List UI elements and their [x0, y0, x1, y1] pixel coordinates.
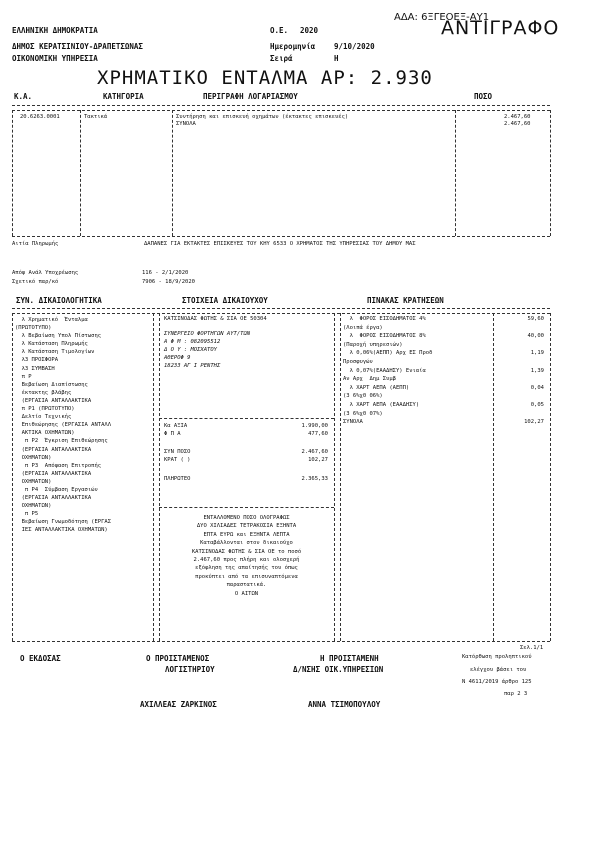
- amount-label: Φ Π Α: [164, 431, 181, 437]
- date-label: Ημερομηνία: [270, 42, 316, 51]
- lower-top-border-2: [12, 313, 550, 314]
- lower-vline: [153, 313, 154, 641]
- table-vline: [172, 110, 173, 236]
- payee-city: 18233 ΑΓ Ι ΡΕΝΤΗΣ: [164, 363, 221, 369]
- signatory-2: ΑΝΝΑ ΤΣΙΜΟΠΟΥΛΟΥ: [308, 700, 381, 709]
- documents-list: [15, 316, 111, 535]
- ada-code: ΑΔΑ: 6ΞΓΕΟΕΞ-ΑΥ1: [394, 12, 490, 23]
- amount-label: Κα ΑΞΙΑ: [164, 423, 188, 429]
- document-item: π Ρ3 Απόφαση Επιτροπής: [15, 462, 102, 469]
- lower-top-border: [12, 308, 550, 309]
- document-item: ΙΕΣ ΑΝΤΑΛΛΑΚΤΙΚΑ ΟΧΗΜΑΤΩΝ): [15, 527, 108, 534]
- table-vline: [550, 110, 551, 236]
- retention-label: ΣΥΝΟΛΑ: [343, 419, 363, 426]
- words-line: εξόφληση της απαίτησής του όπως: [195, 565, 298, 572]
- amount-value: 2.365,33: [301, 476, 328, 482]
- ref-related-value: 7906 - 18/9/2020: [142, 279, 195, 285]
- document-item: (ΕΡΓΑΣΙΑ ΑΝΤΑΛΛΑΚΤΙΚΑ: [15, 495, 92, 502]
- document-item: ΑΚΤΙΚΑ ΟΧΗΜΑΤΩΝ): [15, 430, 75, 437]
- retention-label: Αν Αρχ Δημ Συμβ: [343, 376, 396, 383]
- retention-label: λ 0,07%(ΕΑΑΔΗΣΥ) Ενιαία: [343, 367, 426, 374]
- payee-afm: Α Φ Μ : 082095512: [164, 339, 221, 345]
- audit-note-4: παρ 2 3: [504, 691, 528, 697]
- retention-label: (Παροχή υπηρεσιών): [343, 341, 403, 348]
- amount-in-words: [159, 514, 334, 598]
- retention-value: 0,04: [530, 384, 544, 391]
- ref-related-label: Σχετικό παρ/κό: [12, 279, 59, 285]
- document-item: λ Βεβαίωση Υπολ Πίστωσης: [15, 333, 102, 340]
- table-vline: [455, 110, 456, 236]
- table-top-border: [12, 105, 550, 106]
- accounting-head-label-2: ΛΟΓΙΣΤΗΡΙΟΥ: [165, 665, 215, 674]
- document-item: ΟΧΗΜΑΤΩΝ): [15, 454, 52, 461]
- item-category: Τακτικά: [84, 114, 108, 120]
- document-item: έκτακτης βλάβης: [15, 389, 72, 396]
- audit-note-1: Κατόρθωση προληπτικού: [462, 654, 532, 660]
- amounts-divider: [159, 507, 334, 508]
- accounting-head-label: Ο ΠΡΟΙΣΤΑΜΕΝΟΣ: [146, 654, 210, 663]
- page-number: Σελ.1/1: [520, 645, 544, 651]
- payee-name: ΚΑΤΣΙΝΟΔΑΣ ΦΩΤΗΣ & ΣΙΑ ΟΕ 50304: [164, 316, 267, 322]
- ref-commitment-label: Απόφ Ανάλ Υποχρέωσης: [12, 270, 79, 276]
- retention-value: 0,05: [530, 402, 544, 408]
- table-vline: [80, 110, 81, 236]
- words-line: Καταβάλλονται στον δικαιούχο: [200, 540, 293, 547]
- audit-note-2: ελέγχου βάσει του: [470, 667, 527, 673]
- cause-label: Αιτία Πληρωμής: [12, 241, 59, 247]
- date-value: 9/10/2020: [334, 42, 375, 51]
- document-item: π Ρ: [15, 373, 32, 380]
- page-title: ΧΡΗΜΑΤΙΚΟ ΕΝΤΑΛΜΑ ΑΡ: 2.930: [97, 67, 433, 89]
- finance-head-label: Η ΠΡΟΙΣΤΑΜΕΝΗ: [320, 654, 379, 663]
- retention-label: Προσφυγών: [343, 359, 373, 365]
- retention-label: λ ΦΟΡΟΣ ΕΙΣΟΔΗΜΑΤΟΣ 8%: [343, 333, 426, 340]
- retention-value: 1,39: [530, 367, 544, 374]
- series-value: Η: [334, 54, 339, 63]
- amount-value: 1.990,00: [301, 423, 328, 429]
- item-total: 2.467,60: [504, 121, 531, 127]
- table-bottom-border: [12, 236, 550, 237]
- document-item: λ Κατάσταση Τιμολογίων: [15, 349, 95, 356]
- words-line: ΕΠΤΑ ΕΥΡΩ και ΕΞΗΝΤΑ ΛΕΠΤΑ: [203, 531, 290, 538]
- words-line: ΔΥΟ ΧΙΛΙΑΔΕΣ ΤΕΤΡΑΚΟΣΙΑ ΕΞΗΝΤΑ: [196, 523, 297, 530]
- ref-commitment-value: 116 - 2/1/2020: [142, 270, 189, 276]
- retention-value: 1,19: [530, 350, 544, 357]
- item-amount: 2.467,60: [504, 114, 531, 120]
- document-item: (ΕΡΓΑΣΙΑ ΑΝΤΑΛΛΑΚΤΙΚΑ: [15, 446, 92, 453]
- retention-label: λ ΧΑΡΤ ΑΕΠΑ (ΕΑΑΔΗΣΥ): [343, 402, 420, 408]
- words-line: ΕΝΤΑΛΛΟΜΕΝΟ ΠΟΣΟ ΟΛΟΓΡΑΦΩΣ: [203, 515, 290, 521]
- amount-label: ΠΛΗΡΩΤΕΟ: [164, 476, 191, 482]
- col-amount: ΠΟΣΟ: [474, 92, 493, 101]
- series-label: Σειρά: [270, 54, 293, 63]
- document-item: Επιθεώρησης (ΕΡΓΑΣΙΑ ΑΝΤΑΛΛ: [15, 422, 112, 429]
- retention-label: (3 6%χ0 06%): [343, 393, 383, 400]
- payee-doy: Δ Ο Υ : ΜΟΣΧΑΤΟΥ: [164, 347, 217, 353]
- issuer-label: Ο ΕΚΔΟΣΑΣ: [20, 654, 61, 663]
- section-payee: ΣΤΟΙΧΕΙΑ ΔΙΚΑΙΟΥΧΟΥ: [182, 296, 268, 305]
- document-item: ΟΧΗΜΑΤΩΝ): [15, 503, 52, 510]
- words-line: παραστατικά.: [226, 582, 267, 589]
- retention-value: 40,00: [527, 333, 544, 340]
- fiscal-year-value: 2020: [300, 26, 319, 35]
- amount-label: ΣΥΝ ΠΟΣΟ: [164, 449, 191, 455]
- amount-value: 102,27: [308, 457, 328, 463]
- amount-value: 2.467,60: [301, 449, 328, 455]
- retention-label: λ 0,06%(ΑΕΠΠ) Αρχ ΕΣ Προδ: [343, 350, 433, 357]
- document-item: π Ρ4 Σύμβαση Εργασιών: [15, 486, 98, 493]
- amount-value: 477,60: [308, 431, 328, 437]
- lower-vline: [12, 313, 13, 641]
- payee-business: ΣΥΝΕΡΓΕΙΟ ΦΟΡΤΗΓΩΝ ΑΥΤ/ΤΩΝ: [164, 331, 251, 337]
- document-item: λ Κατάσταση Πληρωμής: [15, 341, 88, 348]
- table-vline: [12, 110, 13, 236]
- signatory-1: ΑΧΙΛΛΕΑΣ ΖΑΡΚΙΝΟΣ: [140, 700, 217, 709]
- retention-value: 59,60: [527, 316, 544, 322]
- header-municipality: ΔΗΜΟΣ ΚΕΡΑΤΣΙΝΙΟΥ-ΔΡΑΠΕΤΣΩΝΑΣ: [12, 42, 143, 51]
- document-item: (ΠΡΩΤΟΤΥΠΟ): [15, 325, 52, 332]
- copy-stamp: ΑΝΤΙΓΡΑΦΟ: [441, 17, 560, 39]
- document-item: Βεβαίωση Διαπίστωσης: [15, 381, 88, 388]
- item-sum-label: ΣΥΝΟΛΑ: [176, 121, 196, 127]
- document-item: π Ρ5: [15, 511, 39, 518]
- table-top-border-2: [12, 110, 550, 111]
- retention-label: λ ΦΟΡΟΣ ΕΙΣΟΔΗΜΑΤΟΣ 4%: [343, 316, 426, 322]
- document-item: Βεβαίωση Γνωμοδότηση (ΕΡΓΑΣ: [15, 519, 112, 526]
- document-item: λ3 ΣΥΜΒΑΣΗ: [15, 365, 55, 372]
- retention-label: (Λοιπά έργα): [343, 324, 383, 331]
- retention-value: 102,27: [524, 419, 544, 426]
- header-service: ΟΙΚΟΝΟΜΙΚΗ ΥΠΗΡΕΣΙΑ: [12, 54, 98, 63]
- lower-vline: [550, 313, 551, 641]
- section-retentions: ΠΙΝΑΚΑΣ ΚΡΑΤΗΣΕΩΝ: [367, 296, 444, 305]
- words-line: 2.467,60 προς πλήρη και ολοσχερή: [193, 557, 300, 564]
- fiscal-year-label: Ο.Ε.: [270, 26, 289, 35]
- document-item: Δελτίο Τεχνικής: [15, 414, 72, 421]
- item-ka: 20.6263.0001: [20, 114, 60, 120]
- col-ka: Κ.Α.: [14, 92, 33, 101]
- document-item: λ3 ΠΡΟΣΦΟΡΑ: [15, 357, 59, 364]
- retention-label: (3 6%χ0 07%): [343, 410, 383, 417]
- amount-label: ΚΡΑΤ ( ): [164, 457, 191, 463]
- document-item: ΟΧΗΜΑΤΩΝ): [15, 478, 52, 485]
- document-item: (ΕΡΓΑΣΙΑ ΑΝΤΑΛΛΑΚΤΙΚΑ: [15, 470, 92, 477]
- payee-address: ΑΘΕΡΟΦ 9: [164, 355, 191, 361]
- audit-note-3: Ν 4611/2019 άρθρο 125: [462, 679, 532, 685]
- lower-vline: [493, 313, 494, 641]
- document-item: λ Χρηματικό Ένταλμα: [15, 317, 88, 323]
- col-description: ΠΕΡΙΓΡΑΦΗ ΛΟΓΑΡΙΑΣΜΟΥ: [203, 92, 298, 101]
- document-item: π Ρ1 (ΠΡΩΤΟΤΥΠΟ): [15, 406, 75, 413]
- lower-bottom-border: [12, 641, 550, 642]
- finance-head-label-2: Δ/ΝΣΗΣ ΟΙΚ.ΥΠΗΡΕΣΙΩΝ: [293, 665, 384, 674]
- item-description: Συντήρηση και επισκευή οχημάτων (έκτακτες επισκευές): [176, 114, 349, 120]
- retention-label: λ ΧΑΡΤ ΑΕΠΑ (ΑΕΠΠ): [343, 384, 410, 391]
- payee-divider: [159, 418, 334, 419]
- document-item: (ΕΡΓΑΣΙΑ ΑΝΤΑΛΛΑΚΤΙΚΑ: [15, 397, 92, 404]
- cause-text: ΔΑΠΑΝΕΣ ΓΙΑ ΕΚΤΑΚΤΕΣ ΕΠΙΣΚΕΥΕΣ ΤΟΥ ΚΗΥ 6533 Ο ΧΡΗΜΑΤΟΣ ΤΗΣ ΥΠΗΡΕΣΙΑΣ ΤΟΥ ΔΗΜΟΥ ΜΑΣ: [144, 241, 416, 247]
- header-republic: ΕΛΛΗΝΙΚΗ ΔΗΜΟΚΡΑΤΙΑ: [12, 26, 98, 35]
- words-line: Ο ΑΙΤΩΝ: [234, 590, 259, 597]
- words-line: ΚΑΤΣΙΝΟΔΑΣ ΦΩΤΗΣ & ΣΙΑ ΟΕ το ποσό: [191, 548, 302, 555]
- section-documents: ΣΥΝ. ΔΙΚΑΙΟΛΟΓΗΤΙΚΑ: [16, 296, 102, 305]
- lower-vline: [340, 313, 341, 641]
- col-category: ΚΑΤΗΓΟΡΙΑ: [103, 92, 144, 101]
- document-item: π Ρ2 Έγκριση Επιθεώρησης: [15, 438, 108, 445]
- lower-vline: [334, 313, 335, 641]
- words-line: προκύπτει από τα επισυναπτόμενα: [195, 573, 298, 580]
